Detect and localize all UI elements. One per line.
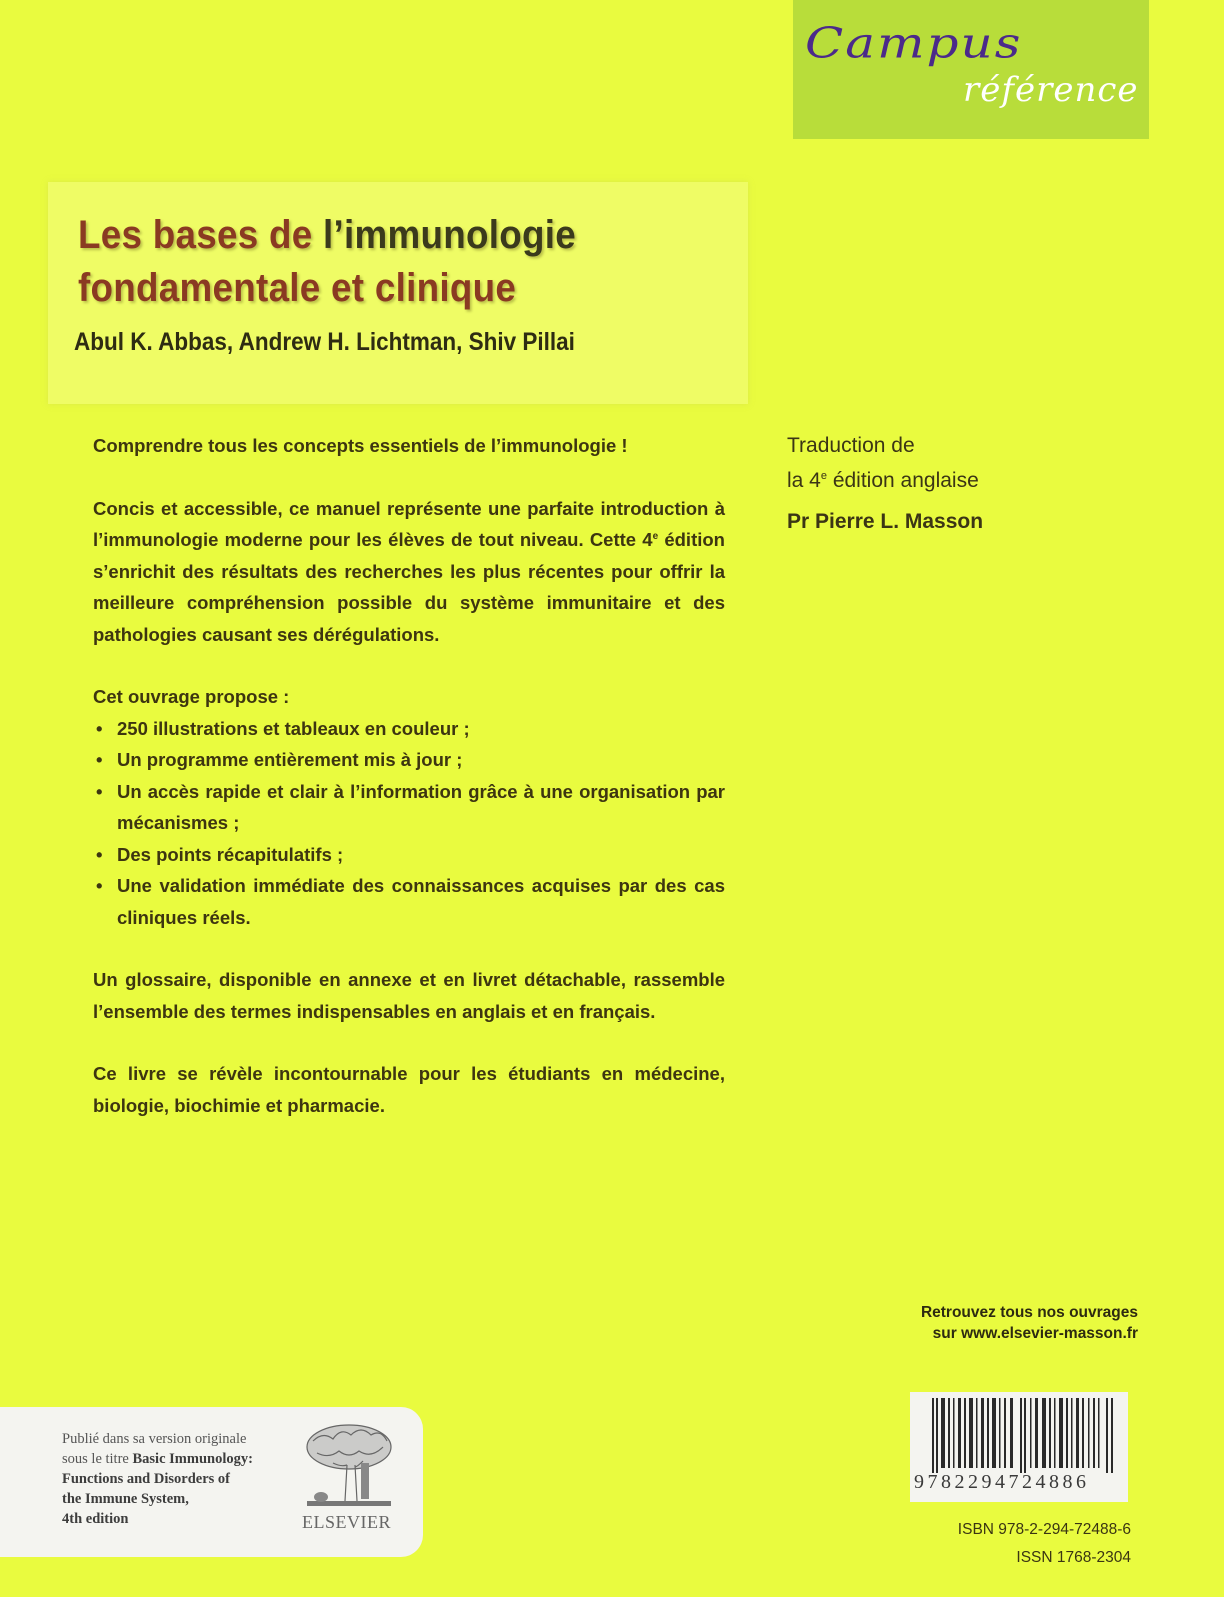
feature-text: Une validation immédiate des connaissances acquises par des cas cliniques réels. [117,875,725,928]
barcode [910,1392,1128,1502]
feature-text: Un programme entièrement mis à jour ; [117,749,463,770]
book-description [93,430,725,1121]
intro-text-2: édition s’enrichit des résultats des recherches les plus récentes pour offrir la meilleure compréhension possible du système immunitaire et des pathologies causant ses dérégulations. [93,529,725,645]
intro-paragraph [93,493,725,651]
book-authors: Abul K. Abbas, Andrew H. Lichtman, Shiv Pillai [74,328,575,356]
bullet-icon: • [96,780,103,802]
features-heading: Cet ouvrage propose : [93,686,290,707]
original-title-line-3: Functions and Disorders of [62,1471,230,1487]
original-edition-note [62,1429,253,1529]
original-line-1: Publié dans sa version originale [62,1431,247,1447]
barcode-bars [932,1398,1122,1473]
bullet-icon: • [96,717,103,739]
website-line-1: Retrouvez tous nos ouvrages [920,1304,1138,1321]
publisher-name: ELSEVIER [302,1512,391,1532]
feature-item [93,713,725,745]
feature-item [93,839,725,871]
translation-edition-suffix: édition anglaise [826,469,979,492]
book-title-line-2: fondamentale et clinique [78,266,517,310]
features-list [93,713,725,934]
translation-edition-sup: e [820,470,827,482]
feature-item [93,870,725,933]
original-title-line-4: the Immune System, [62,1491,189,1507]
publisher-card [0,1407,423,1557]
bullet-icon: • [96,875,103,896]
feature-text: Un accès rapide et clair à l’information grâce à une organisation par mécanismes ; [117,780,725,833]
identifiers [958,1516,1131,1572]
series-logo-reference: référence [963,70,1139,110]
feature-text: Des points récapitulatifs ; [117,843,344,865]
series-logo-campus: Campus [805,18,1023,68]
translation-line-2 [787,461,983,496]
original-line-4 [62,1489,253,1509]
original-line-5 [62,1509,253,1529]
original-line-3 [62,1469,253,1489]
feature-text: 250 illustrations et tableaux en couleur ; [117,717,470,739]
audience-paragraph: Ce livre se révèle incontournable pour les étudiants en médecine, biologie, biochimie et pharmacie. [93,1063,725,1116]
bullet-icon: • [96,749,103,770]
original-edition-number: 4th edition [62,1511,129,1527]
tagline: Comprendre tous les concepts essentiels de l’immunologie ! [93,435,628,456]
translation-line-1: Traduction de [787,434,915,457]
translator-name: Pr Pierre L. Masson [787,510,984,533]
book-title-line-1 [78,213,576,258]
issn: ISSN 1768-2304 [1016,1549,1131,1566]
glossary-paragraph: Un glossaire, disponible en annexe et en livret détachable, rassemble l’ensemble des termes indispensables en anglais et en français. [93,969,725,1022]
barcode-icon [932,1398,1122,1473]
original-line-2-plain: sous le titre [62,1451,133,1467]
bullet-icon: • [96,843,103,865]
elsevier-tree-icon [303,1419,395,1511]
feature-item [93,776,725,839]
intro-text-1: Concis et accessible, ce manuel représente une parfaite introduction à l’immunologie moderne pour les élèves de tout niveau. Cette 4 [93,497,725,550]
book-title-part-1: Les bases de [78,213,323,257]
website-line-2: sur www.elsevier-masson.fr [932,1325,1138,1342]
original-title-start: Basic Immunology: [132,1451,253,1467]
translation-edition-prefix: la 4 [787,469,821,492]
website-notice [921,1302,1138,1344]
intro-sup: e [652,530,659,542]
barcode-digits: 9782294724886 [914,1471,1090,1493]
book-title-part-2: l’immunologie [322,213,576,257]
original-line-2 [62,1449,253,1469]
translation-note [787,430,983,537]
series-logo [793,0,1149,139]
feature-item [93,744,725,776]
isbn: ISBN 978-2-294-72488-6 [957,1521,1131,1538]
